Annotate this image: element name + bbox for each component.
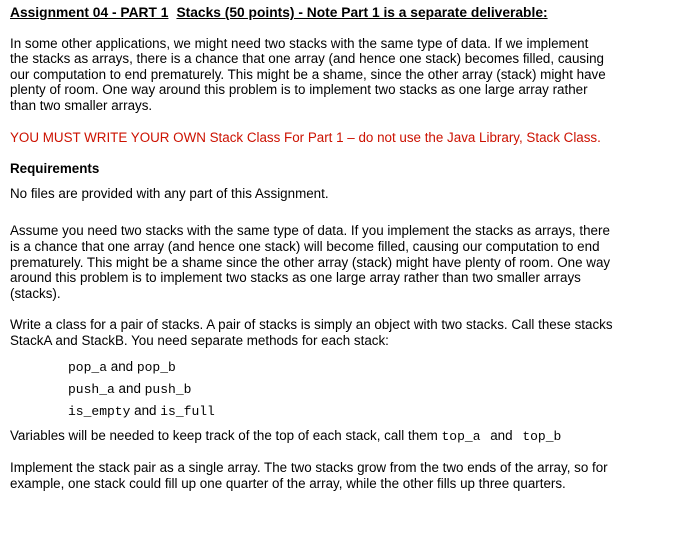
write-line: StackA and StackB. You need separate methods for each stack: — [10, 332, 389, 348]
implement-line: Implement the stack pair as a single array. The two stacks grow from the two ends of the array, so for — [10, 460, 608, 476]
intro-line: than two smaller arrays. — [10, 97, 153, 113]
method-list — [68, 356, 686, 422]
variable-top-a: top_a — [441, 428, 481, 444]
assignment-title — [10, 5, 686, 21]
intro-paragraph — [10, 36, 686, 114]
variables-text: Variables will be needed to keep track of the top of each stack, call them — [10, 427, 438, 443]
assume-line: prematurely. This might be a shame since the other array (stack) might have plenty of room. One way — [10, 254, 611, 270]
implement-paragraph — [10, 460, 686, 491]
variables-and: and — [490, 427, 513, 443]
method-name-a: pop_a — [68, 359, 108, 375]
warning-notice: YOU MUST WRITE YOUR OWN Stack Class For Part 1 – do not use the Java Library, Stack Class. — [10, 129, 601, 145]
intro-line: In some other applications, we might need two stacks with the same type of data. If we implement — [10, 35, 589, 51]
assume-line: Assume you need two stacks with the same type of data. If you implement the stacks as arrays, there — [10, 223, 610, 239]
title-stacks-label: Stacks (50 points) - Note Part 1 is a separate deliverable: — [176, 5, 548, 20]
variable-top-b: top_b — [522, 428, 562, 444]
method-and: and — [110, 358, 134, 374]
no-files-note: No files are provided with any part of this Assignment. — [10, 185, 329, 201]
implement-line: example, one stack could fill up one quarter of the array, while the other fills up three quarters. — [10, 475, 566, 491]
write-class-paragraph — [10, 317, 686, 348]
method-row — [68, 378, 686, 400]
method-and: and — [134, 402, 157, 418]
method-name-b: pop_b — [136, 359, 176, 375]
write-line: Write a class for a pair of stacks. A pair of stacks is simply an object with two stacks. Call these stacks — [10, 317, 613, 333]
intro-line: the stacks as arrays, there is a chance that one array (and hence one stack) becomes filled, causing — [10, 51, 604, 67]
intro-line: our computation to end prematurely. This might be a shame, since the other array (stack) might have — [10, 66, 606, 82]
method-row — [68, 400, 686, 422]
method-name-b: is_full — [160, 403, 215, 419]
assume-line: (stacks). — [10, 285, 61, 301]
assume-line: around this problem is to implement two stacks as one large array rather than two smaller arrays — [10, 270, 581, 286]
assume-line: is a chance that one array (and hence one stack) will become filled, causing our computation to end — [10, 238, 600, 254]
requirements-heading: Requirements — [10, 161, 100, 177]
method-and: and — [118, 380, 141, 396]
assume-paragraph — [10, 223, 686, 301]
title-part-label: Assignment 04 - PART 1 — [10, 5, 169, 20]
method-name-b: push_b — [144, 381, 192, 397]
intro-line: plenty of room. One way around this problem is to implement two stacks as one large array rather — [10, 82, 588, 98]
method-name-a: push_a — [68, 381, 115, 397]
method-row — [68, 356, 686, 378]
variables-paragraph — [10, 428, 686, 445]
assignment-document — [10, 5, 686, 491]
method-name-a: is_empty — [68, 403, 131, 419]
